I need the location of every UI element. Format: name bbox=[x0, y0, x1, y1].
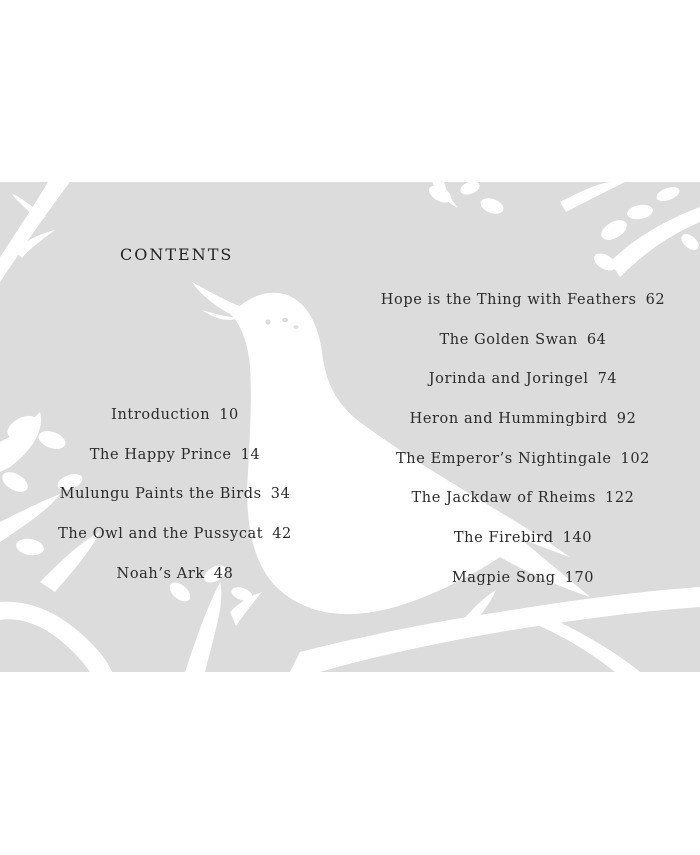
toc-entry bbox=[373, 408, 673, 448]
toc-title: The Owl and the Pussycat bbox=[58, 526, 264, 543]
toc-title: The Emperor’s Nightingale bbox=[395, 450, 612, 467]
toc-entry bbox=[373, 527, 673, 567]
toc-page-number: 140 bbox=[562, 530, 593, 547]
toc-title: The Happy Prince bbox=[89, 446, 232, 463]
contents-page-band bbox=[0, 182, 700, 672]
contents-heading: CONTENTS bbox=[120, 245, 234, 264]
toc-entry bbox=[40, 483, 310, 523]
toc-entry bbox=[40, 404, 310, 444]
toc-entry bbox=[40, 444, 310, 484]
toc-page-number: 74 bbox=[597, 371, 618, 388]
toc-title: Mulungu Paints the Birds bbox=[59, 486, 262, 503]
toc-page-number: 42 bbox=[272, 526, 292, 543]
toc-page-number: 92 bbox=[616, 411, 637, 428]
toc-title: Hope is the Thing with Feathers bbox=[380, 292, 637, 308]
toc-title: Introduction bbox=[111, 407, 211, 423]
toc-entry bbox=[373, 329, 673, 369]
toc-page-number: 48 bbox=[213, 565, 234, 582]
toc-entry bbox=[373, 567, 673, 607]
toc-title: The Firebird bbox=[453, 530, 554, 547]
toc-title: Heron and Hummingbird bbox=[409, 411, 608, 428]
toc-title: Magpie Song bbox=[451, 569, 556, 586]
toc-entry bbox=[373, 448, 673, 488]
toc-right-column bbox=[373, 289, 673, 607]
toc-page-number: 122 bbox=[605, 490, 635, 507]
toc-page-number: 102 bbox=[620, 450, 651, 467]
toc-entry bbox=[40, 523, 310, 563]
toc-page-number: 10 bbox=[219, 407, 239, 423]
toc-page-number: 62 bbox=[645, 292, 666, 308]
toc-page-number: 14 bbox=[240, 446, 261, 463]
toc-entry bbox=[373, 289, 673, 329]
toc-title: The Jackdaw of Rheims bbox=[411, 490, 596, 507]
toc-entry bbox=[40, 563, 310, 603]
toc-entry bbox=[373, 368, 673, 408]
toc-entry bbox=[373, 487, 673, 527]
toc-page-number: 170 bbox=[564, 569, 595, 586]
toc-title: The Golden Swan bbox=[439, 331, 578, 348]
toc-page-number: 34 bbox=[270, 486, 291, 503]
toc-title: Noah’s Ark bbox=[116, 565, 205, 582]
toc-left-column bbox=[40, 404, 310, 602]
toc-page-number: 64 bbox=[586, 331, 607, 348]
toc-title: Jorinda and Joringel bbox=[428, 371, 589, 388]
